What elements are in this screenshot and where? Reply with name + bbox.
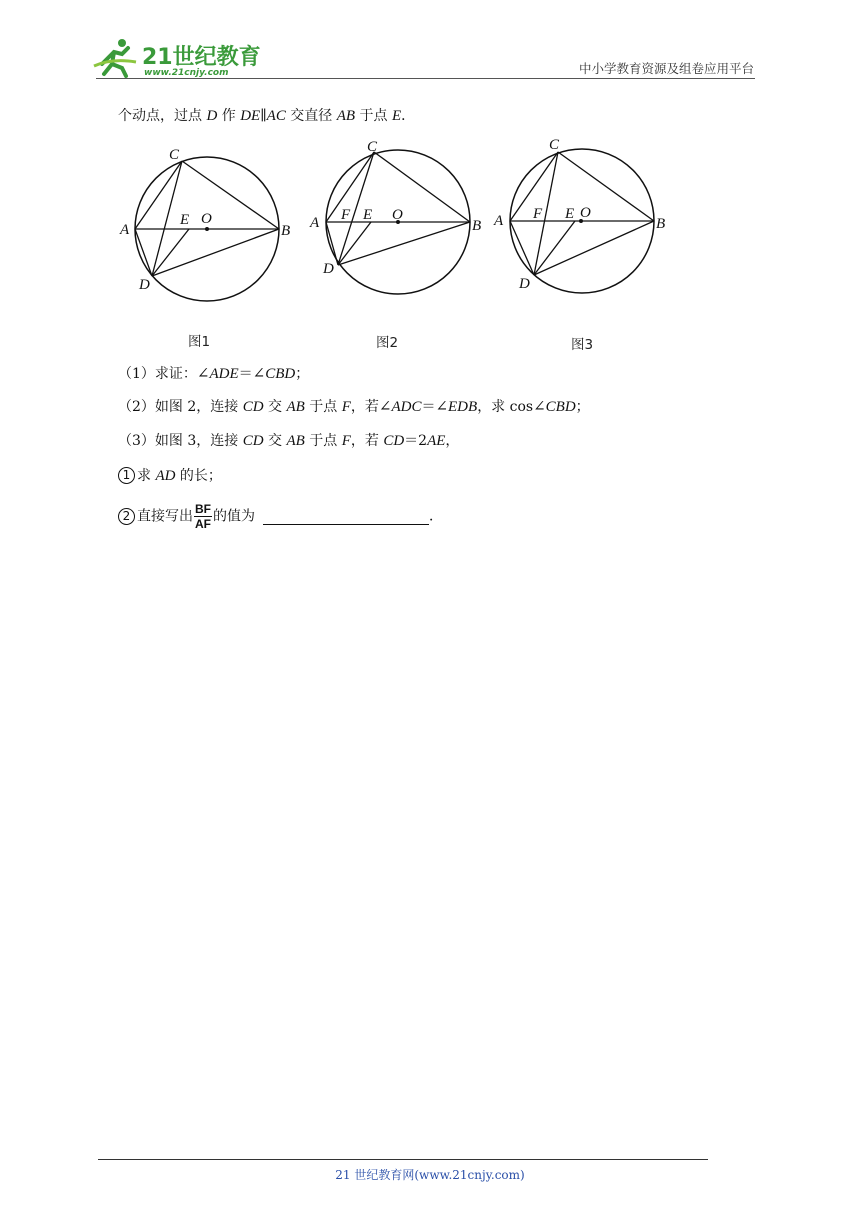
platform-title: 中小学教育资源及组卷应用平台: [578, 61, 754, 76]
fig3-label-a: A: [494, 213, 504, 229]
question-2: （2）如图 2，连接 CD 交 AB 于点 F，若∠ADC＝∠EDB，求 cos∠CBD；: [118, 399, 590, 415]
footer-link[interactable]: 21 世纪教育网(www.21cnjy.com): [335, 1168, 525, 1182]
fig2-label-f: F: [341, 207, 351, 223]
figure-3-caption: 图3: [571, 337, 594, 353]
fig3-label-f: F: [533, 206, 543, 222]
figure-2: [306, 135, 496, 315]
fig2-label-c: C: [367, 139, 378, 155]
figure-3: [490, 135, 680, 315]
fig2-label-a: A: [310, 215, 320, 231]
logo-text: 21世纪教育: [142, 45, 261, 70]
fig3-label-d: D: [519, 276, 530, 292]
fig1-label-b: B: [281, 223, 291, 239]
fig3-label-b: B: [656, 216, 666, 232]
fig1-label-e: E: [180, 212, 190, 228]
figure-1-caption: 图1: [188, 334, 211, 350]
fraction-bf-af: $\frac{BF}{AF}$: [195, 502, 211, 531]
footer-divider: [98, 1159, 708, 1160]
circled-number-1: 1: [118, 467, 135, 484]
figure-1: [112, 140, 302, 320]
fig2-label-d: D: [323, 261, 334, 277]
fig1-label-a: A: [120, 222, 130, 238]
fig1-label-o: O: [201, 211, 212, 227]
circled-number-2: 2: [118, 508, 135, 525]
fig3-label-e: E: [565, 206, 575, 222]
question-3: （3）如图 3，连接 CD 交 AB 于点 F，若 CD＝2AE，: [118, 433, 460, 449]
fig3-label-o: O: [580, 205, 591, 221]
fig1-label-d: D: [139, 277, 150, 293]
figure-2-caption: 图2: [376, 335, 399, 351]
sub-question-2: 2 直接写出 $\frac{BF}{AF}$ 的值为 ．: [118, 502, 443, 531]
header-divider: [96, 78, 755, 79]
running-man-icon: [94, 39, 136, 76]
logo-url: www.21cnjy.com: [144, 68, 229, 78]
answer-blank[interactable]: [263, 510, 429, 525]
question-1: （1）求证：∠ADE＝∠CBD；: [118, 366, 310, 382]
fig2-label-o: O: [392, 207, 403, 223]
sub-question-1: 1 求 AD 的长；: [118, 466, 222, 486]
fig2-label-e: E: [363, 207, 373, 223]
fig1-label-c: C: [169, 147, 180, 163]
site-logo: [92, 36, 264, 78]
intro-line: 个动点，过点 D 作 DE∥AC 交直径 AB 于点 E．: [118, 108, 416, 124]
fig3-label-c: C: [549, 137, 560, 153]
fig2-label-b: B: [472, 218, 482, 234]
